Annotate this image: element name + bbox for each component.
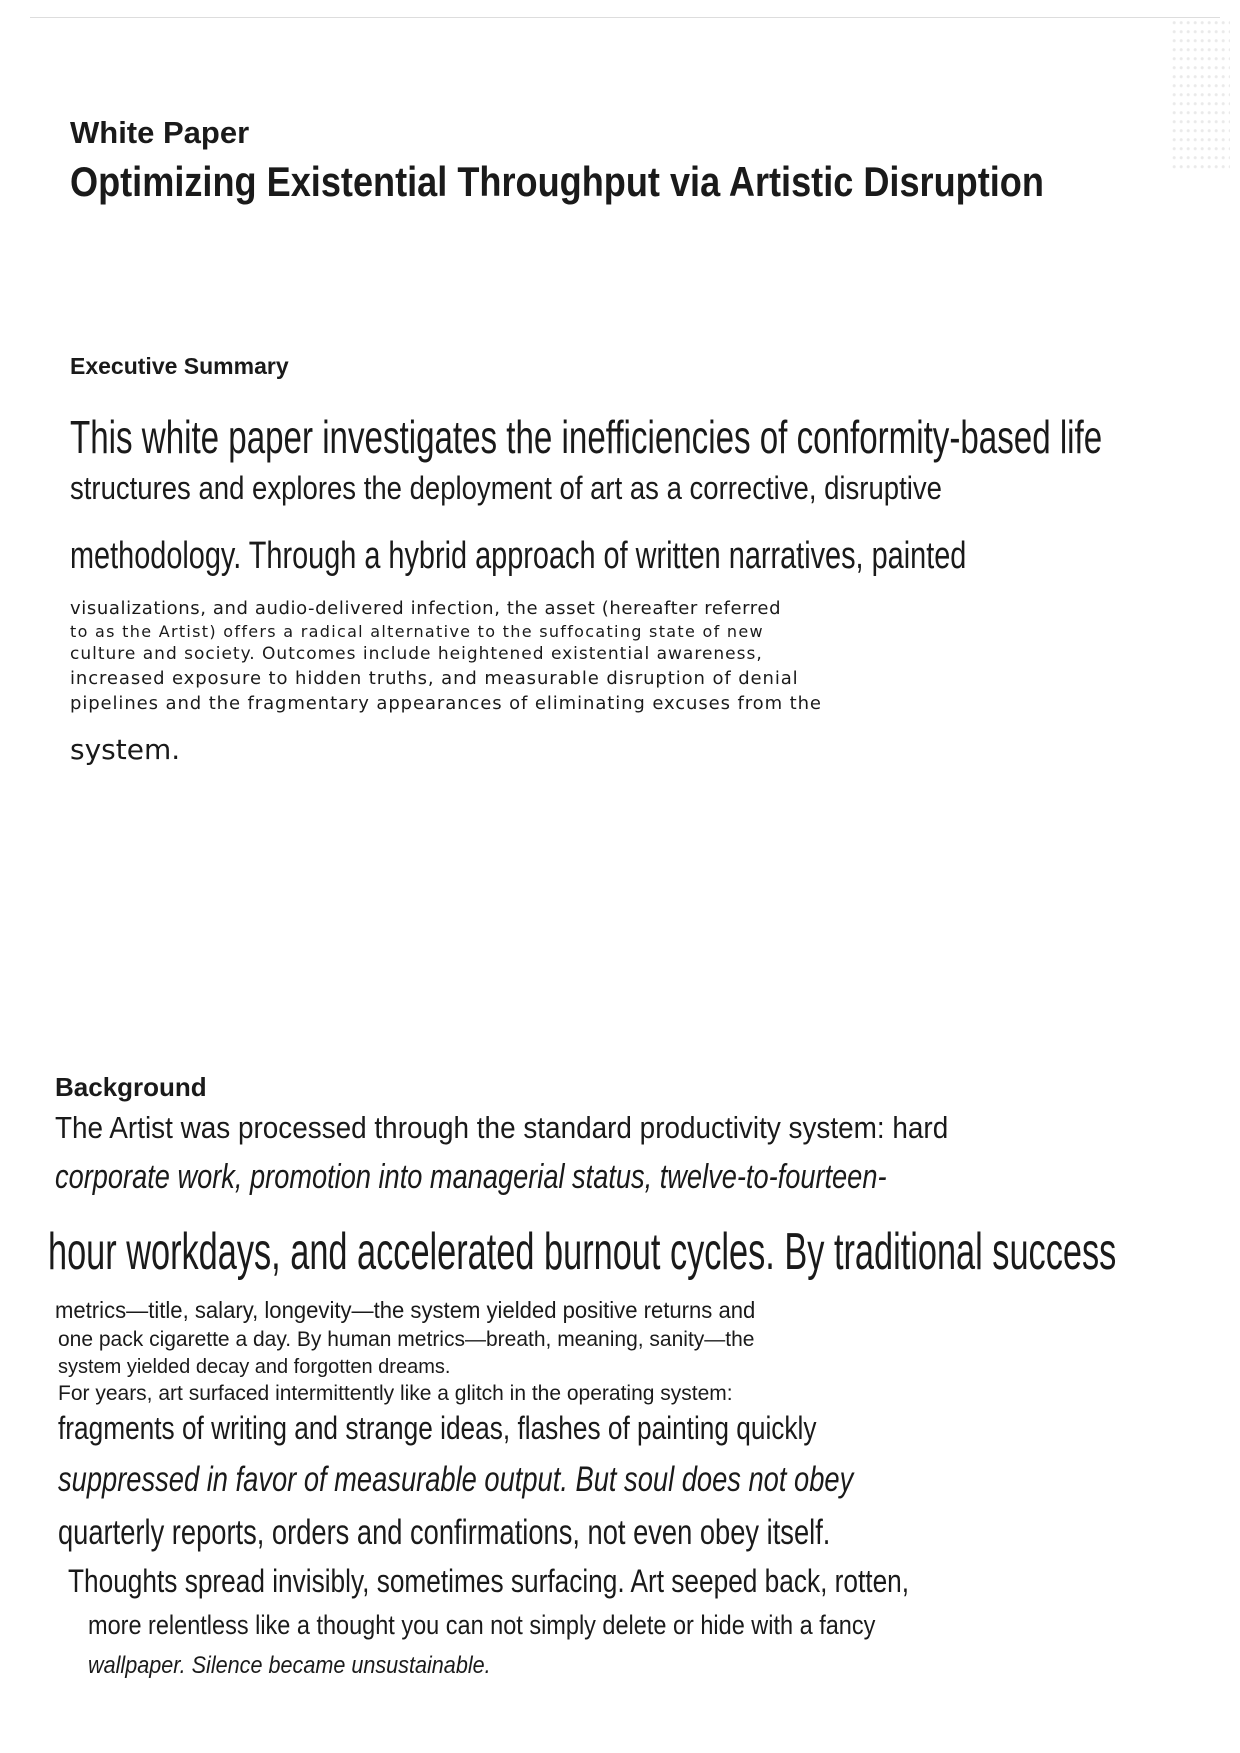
background-line: suppressed in favor of measurable output. But soul does not obey	[58, 1460, 854, 1499]
background-line: more relentless like a thought you can not simply delete or hide with a fancy	[88, 1610, 876, 1640]
summary-line: pipelines and the fragmentary appearances of eliminating excuses from the	[70, 693, 822, 714]
section-heading-executive-summary: Executive Summary	[70, 353, 289, 379]
document-title: Optimizing Existential Throughput via Artistic Disruption	[70, 158, 1044, 205]
summary-line: system.	[70, 733, 181, 766]
background-line: hour workdays, and accelerated burnout cycles. By traditional success	[48, 1223, 1117, 1281]
background-line: metrics—title, salary, longevity—the system yielded positive returns and	[55, 1297, 756, 1323]
summary-line: This white paper investigates the inefficiencies of conformity-based life	[70, 411, 1103, 463]
background-line: wallpaper. Silence became unsustainable.	[88, 1652, 491, 1679]
summary-line: culture and society. Outcomes include heightened existential awareness,	[70, 644, 763, 664]
background-line: For years, art surfaced intermittently like a glitch in the operating system:	[58, 1382, 733, 1405]
section-heading-background: Background	[55, 1072, 207, 1102]
summary-line: increased exposure to hidden truths, and measurable disruption of denial	[70, 668, 799, 689]
page-edge-line	[30, 17, 1220, 18]
background-line: fragments of writing and strange ideas, flashes of painting quickly	[58, 1410, 817, 1446]
background-line: corporate work, promotion into managerial status, twelve-to-fourteen-	[55, 1158, 887, 1196]
summary-line: methodology. Through a hybrid approach of written narratives, painted	[70, 535, 967, 577]
summary-line: to as the Artist) offers a radical alternative to the suffocating state of new	[70, 622, 764, 641]
background-line: quarterly reports, orders and confirmations, not even obey itself.	[58, 1513, 831, 1552]
background-line: one pack cigarette a day. By human metrics—breath, meaning, sanity—the	[58, 1328, 755, 1351]
background-line: The Artist was processed through the standard productivity system: hard	[55, 1110, 949, 1145]
document-kicker: White Paper	[70, 115, 250, 150]
summary-line: visualizations, and audio-delivered infection, the asset (hereafter referred	[70, 598, 782, 619]
background-line: Thoughts spread invisibly, sometimes surfacing. Art seeped back, rotten,	[68, 1563, 910, 1599]
summary-line: structures and explores the deployment of art as a corrective, disruptive	[70, 470, 942, 506]
background-line: system yielded decay and forgotten dreams.	[58, 1356, 451, 1378]
scan-noise	[1170, 20, 1230, 170]
